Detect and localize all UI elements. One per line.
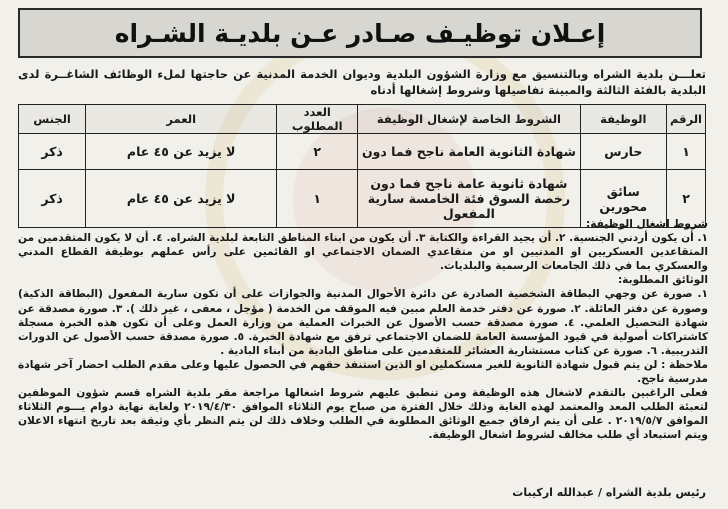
documents-title: الوثائق المطلوبة:: [617, 274, 708, 287]
table-row: [19, 134, 706, 170]
header-gender: الجنس: [19, 105, 86, 134]
cell-count: ١: [277, 170, 358, 228]
header-number: الرقم: [667, 105, 706, 134]
documents-text: ١. صورة عن وجهي البطاقة الشخصية الصادرة عن دائرة الأحوال المدنية والجوازات على أن تكون سارية المفعول (البطاقة الذكية) وصورة عن دفتر العائلة. ٢. صورة عن دفتر خدمة العلم مبين فيه الموقف من الخدمة ( مؤجل ، معفى ، غير ذلك ). ٣. صورة مصدقة عن شهادة التحصيل العلمي. ٤. صورة مصدقة حسب الأصول عن الخبرات العملية من وزارة العمل وعلى أن تكون هذه الخبرة مسجلة كاشتراكات أصولية في قيود المؤسسة العامة للضمان الاجتماعي ترفق مع شهادة الخبرة. ٥. صورة مصدقة حسب الأصول عن الدورات التدريبية. ٦. صورة عن كتاب مستشارية العشائر للمتقدمين على مناطق البادية من أبناء البادية .: [18, 288, 708, 357]
cell-job: حارس: [580, 134, 667, 170]
closing-text: فعلى الراغبين بالتقدم لاشغال هذه الوظيفة ومن تنطبق عليهم شروط اشغالها مراجعة مقر بلدية الشراه قسم شؤون الموظفين لتعبئة الطلب المعد والمعتمد لهذه الغاية وذلك خلال الفترة من صباح يوم الثلاثاء الموافق ٢٠١٩/٤/٣٠ ولغاية نهاية دوام يـــوم الثلاثاء الموافق ٢٠١٩/٥/٧ . على أن يتم ارفاق جميع الوثائق المطلوبة في الطلب وخلاف ذلك لن يتم النظر بأي وثيقة بعد تاريخ انتهاء الاعلان ويتم استبعاد أي طلب مخالف لشروط اشغال الوظيفة.: [18, 387, 708, 442]
cell-conditions: شهادة الثانوية العامة ناجح فما دون: [358, 134, 580, 170]
announcement-title-box: [18, 8, 702, 58]
note-text: ملاحظة : لن يتم قبول شهادة الثانوية للغير مستكملين او الذين استنفذ حقهم في الحصول عليها وعلى مقدم الطلب احضار آخر شهادة مدرسية ناجح.: [18, 358, 708, 386]
conditions-text: ١. أن يكون أردني الجنسية. ٢. أن يجيد القراءة والكتابة ٣. أن يكون من ابناء المناطق التابعة لبلدية الشراه. ٤. أن لا يكون المتقدمين من المتقاعدين العسكريين او المدنيين او من متقاعدي الضمان الاجتماعي او القائمين على رأس عملهم بوظيفة القطاع المدني والعسكري بما في ذلك الجامعات الرسمية والبلديات.: [18, 232, 708, 273]
cell-age: لا يزيد عن ٤٥ عام: [86, 134, 277, 170]
header-job: الوظيفة: [580, 105, 667, 134]
announcement-title: إعـلان توظيـف صـادر عـن بلديـة الشـراه: [114, 18, 606, 48]
cell-number: ١: [667, 134, 706, 170]
intro-paragraph: تعلـــن بلدية الشراه وبالتنسيق مع وزارة الشؤون البلدية وديوان الخدمة المدنية عن حاجتها لملء الوظائف الشاغــرة لدى البلدية بالفئة الثالثة والمبينة تفاصيلها وشروط إشغالها أدناه: [18, 67, 706, 97]
jobs-table: [18, 104, 706, 228]
header-count: العدد المطلوب: [277, 105, 358, 134]
announcement-body: [18, 217, 708, 443]
header-conditions: الشروط الخاصة لإشغال الوظيفة: [358, 105, 580, 134]
cell-conditions: شهادة ثانوية عامة ناجح فما دون رخصة السوق فئة الخامسة سارية المفعول: [358, 170, 580, 228]
cell-gender: ذكر: [19, 134, 86, 170]
cell-gender: ذكر: [19, 170, 86, 228]
cell-number: ٢: [667, 170, 706, 228]
conditions-title: شروط اشغال الوظيفة:: [585, 218, 708, 230]
table-header-row: [19, 105, 706, 134]
cell-age: لا يزيد عن ٤٥ عام: [86, 170, 277, 228]
cell-job: سائق محورين: [580, 170, 667, 228]
cell-count: ٢: [277, 134, 358, 170]
header-age: العمر: [86, 105, 277, 134]
signature-line: رئيس بلدية الشراه / عبدالله اركيبات: [512, 486, 706, 499]
